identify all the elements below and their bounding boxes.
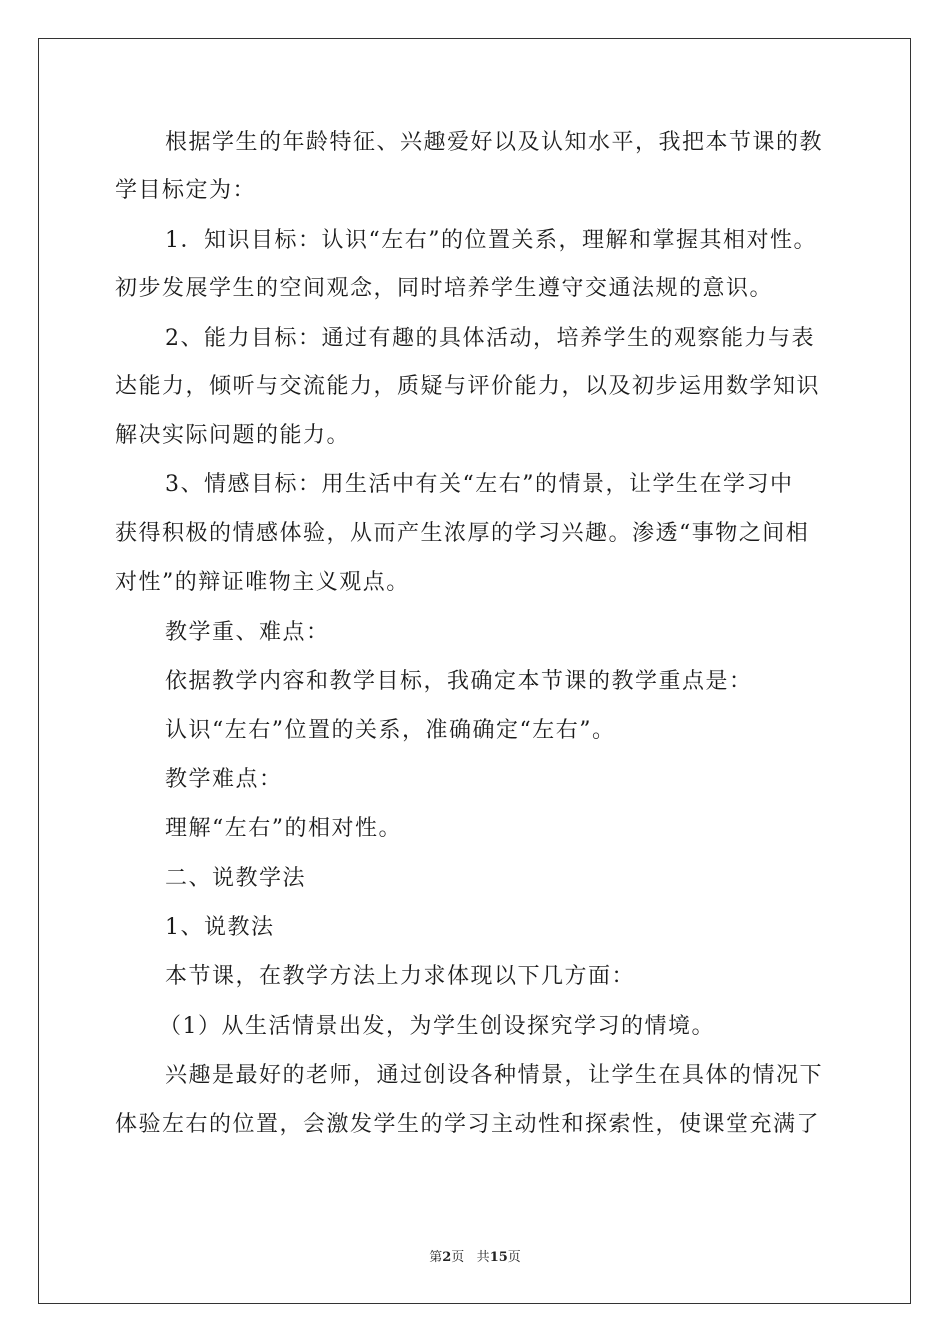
text-line: 教学重、难点：	[165, 620, 330, 645]
text-line: 二、说教学法	[165, 866, 307, 891]
text-line: 理解“左右”的相对性。	[165, 816, 402, 841]
text-line: 根据学生的年龄特征、兴趣爱好以及认知水平，我把本节课的教	[165, 130, 824, 155]
text-line: 本节课，在教学方法上力求体现以下几方面：	[165, 964, 636, 989]
text-line: 1、说教法	[165, 915, 275, 940]
text-line: 获得积极的情感体验，从而产生浓厚的学习兴趣。渗透“事物之间相	[115, 521, 810, 546]
page-suffix: 页	[451, 1250, 465, 1265]
page-prefix: 第	[429, 1250, 443, 1265]
text-line: 教学难点：	[165, 767, 283, 792]
text-line: 认识“左右”位置的关系，准确确定“左右”。	[165, 718, 616, 743]
text-line: （1）从生活情景出发，为学生创设探究学习的情境。	[159, 1014, 715, 1039]
total-suffix: 页	[507, 1250, 521, 1265]
page-number: 2	[442, 1250, 452, 1265]
text-line: 达能力，倾听与交流能力，质疑与评价能力，以及初步运用数学知识	[115, 374, 821, 399]
text-line: 学目标定为：	[115, 178, 257, 203]
text-line: 对性”的辩证唯物主义观点。	[115, 570, 410, 595]
text-line: 解决实际问题的能力。	[115, 423, 351, 448]
total-pages: 15	[489, 1250, 508, 1265]
text-line: 兴趣是最好的老师，通过创设各种情景，让学生在具体的情况下	[165, 1063, 824, 1088]
text-line: 3、情感目标：用生活中有关“左右”的情景，让学生在学习中	[165, 472, 794, 497]
text-line: 1．知识目标：认识“左右”的位置关系，理解和掌握其相对性。	[165, 228, 817, 253]
text-line: 体验左右的位置，会激发学生的学习主动性和探索性，使课堂充满了	[115, 1112, 821, 1137]
page-footer	[0, 1246, 950, 1265]
text-line: 2、能力目标：通过有趣的具体活动，培养学生的观察能力与表	[165, 326, 815, 351]
text-line: 依据教学内容和教学目标，我确定本节课的教学重点是：	[165, 669, 753, 694]
total-prefix: 共	[476, 1250, 490, 1265]
text-line: 初步发展学生的空间观念，同时培养学生遵守交通法规的意识。	[115, 276, 774, 301]
